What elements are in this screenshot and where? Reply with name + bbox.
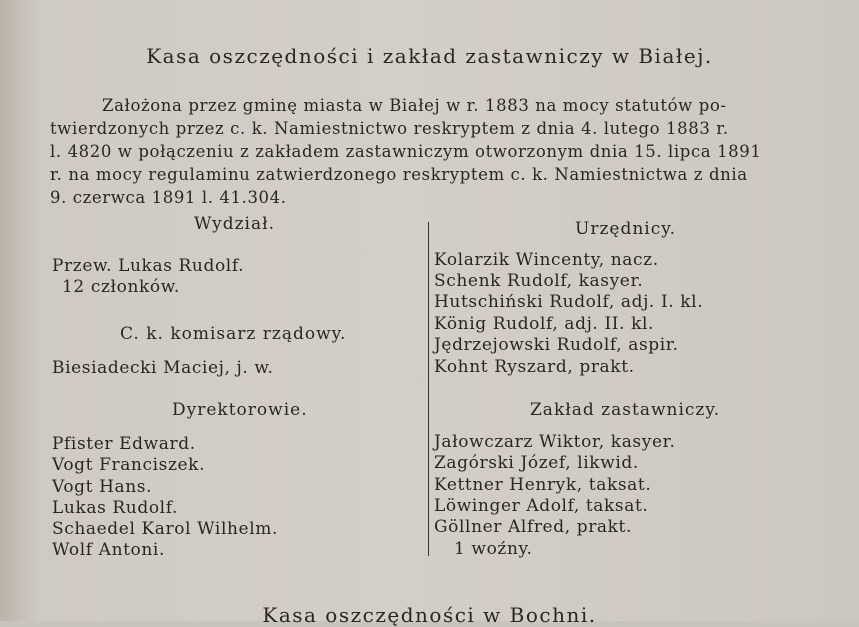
komisarz-entry: Biesiadecki Maciej, j. w. [52,358,274,378]
urzednik-entry: König Rudolf, adj. II. kl. [434,314,655,334]
zaklad-heading: Zakład zastawniczy. [530,400,721,420]
dyrektor-entry: Vogt Hans. [52,477,153,497]
urzednik-entry: Kolarzik Wincenty, nacz. [434,250,659,270]
wydzial-entry: 12 członków. [62,277,180,297]
dyrektor-entry: Schaedel Karol Wilhelm. [52,519,278,539]
column-divider [428,222,429,556]
dyrektor-entry: Wolf Antoni. [52,540,165,560]
zaklad-entry: Zagórski Józef, likwid. [434,453,639,473]
urzednik-entry: Kohnt Ryszard, prakt. [434,357,635,377]
wydzial-heading: Wydział. [194,214,276,234]
zaklad-entry: Löwinger Adolf, taksat. [434,496,649,516]
dyrektor-entry: Pfister Edward. [52,434,196,454]
intro-line: r. na mocy regulaminu zatwierdzonego reskryptem c. k. Namiestnictwa z dnia [50,165,748,184]
intro-line: l. 4820 w połączeniu z zakładem zastawniczym otworzonym dnia 15. lipca 1891 [50,142,762,161]
next-section-title-cut: Kasa oszczędności w Bochni. [262,603,597,627]
zaklad-entry: Jałowczarz Wiktor, kasyer. [434,432,676,452]
dyrektor-entry: Vogt Franciszek. [52,455,206,475]
dyrektorowie-heading: Dyrektorowie. [172,400,308,420]
urzednik-entry: Schenk Rudolf, kasyer. [434,271,644,291]
top-cut-text [30,0,630,10]
intro-line: twierdzonych przez c. k. Namiestnictwo reskryptem z dnia 4. lutego 1883 r. [50,119,729,138]
intro-line: Założona przez gminę miasta w Białej w r. 1883 na mocy statutów po- [102,96,727,115]
wydzial-entry: Przew. Lukas Rudolf. [52,256,245,276]
urzednik-entry: Jędrzejowski Rudolf, aspir. [434,335,679,355]
section-title: Kasa oszczędności i zakład zastawniczy w Białej. [146,44,713,68]
dyrektor-entry: Lukas Rudolf. [52,498,178,518]
komisarz-heading: C. k. komisarz rządowy. [120,324,347,344]
urzednicy-heading: Urzędnicy. [575,219,677,239]
urzednik-entry: Hutschiński Rudolf, adj. I. kl. [434,292,704,312]
zaklad-entry: 1 woźny. [454,539,533,559]
intro-paragraph [50,94,810,209]
intro-line: 9. czerwca 1891 l. 41.304. [50,188,287,207]
zaklad-entry: Kettner Henryk, taksat. [434,475,652,495]
zaklad-entry: Göllner Alfred, prakt. [434,517,632,537]
